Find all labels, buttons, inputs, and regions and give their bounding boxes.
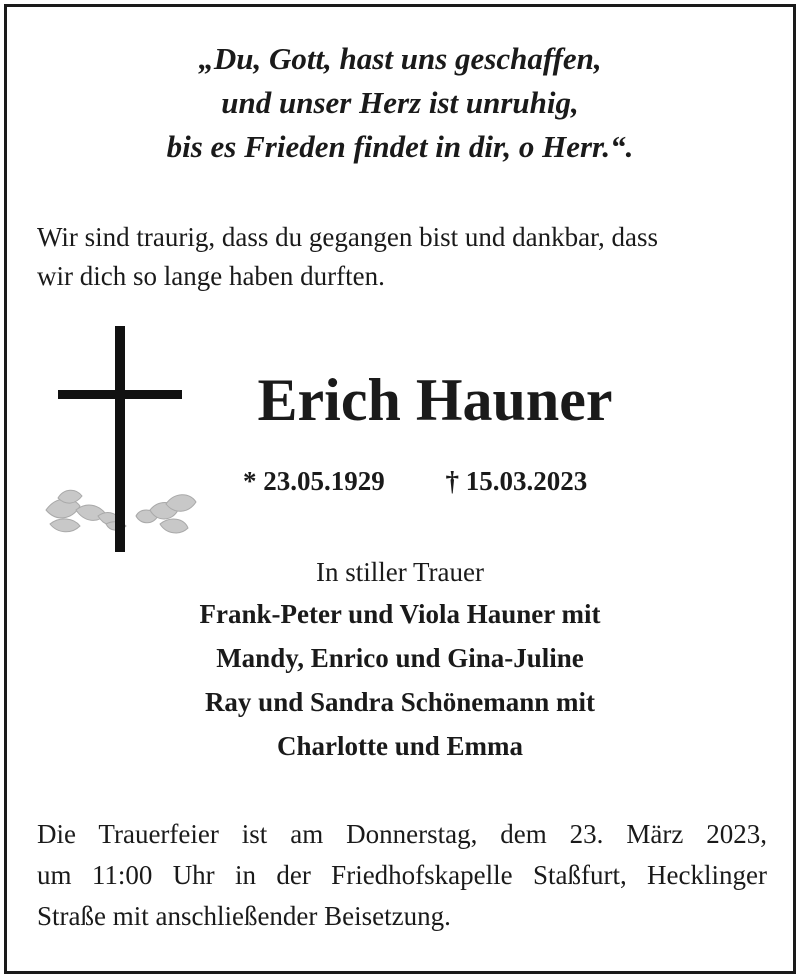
service-line: um 11:00 Uhr in der Friedhofskapelle Staßfurt, Hecklinger <box>37 860 767 890</box>
mourner-line: Frank-Peter und Viola Hauner mit <box>199 599 601 629</box>
quote-line: und unser Herz ist unruhig, <box>221 85 579 120</box>
death-date: † 15.03.2023 <box>445 466 588 496</box>
service-line: Straße mit anschließender Beisetzung. <box>37 901 451 931</box>
deceased-name: Erich Hauner <box>257 367 613 433</box>
mourner-line: Ray und Sandra Schönemann mit <box>204 687 596 717</box>
funeral-service-info <box>37 814 767 937</box>
service-line: Die Trauerfeier ist am Donnerstag, dem 23. März 2023, <box>37 819 767 849</box>
intro-text <box>37 218 767 296</box>
cross-icon <box>36 320 206 560</box>
bible-quote <box>0 37 800 169</box>
mourning-heading: In stiller Trauer <box>316 557 484 587</box>
intro-line: wir dich so lange haben durften. <box>37 261 385 291</box>
birth-date: * 23.05.1929 <box>243 466 385 496</box>
mourner-line: Mandy, Enrico und Gina-Juline <box>216 643 584 673</box>
life-dates <box>243 462 587 500</box>
intro-line: Wir sind traurig, dass du gegangen bist und dankbar, dass <box>37 222 658 252</box>
quote-line: „Du, Gott, hast uns geschaffen, <box>198 41 602 76</box>
mourner-line: Charlotte und Emma <box>276 731 523 761</box>
quote-line: bis es Frieden findet in dir, o Herr.“. <box>166 129 634 164</box>
mourners-block <box>0 550 800 768</box>
